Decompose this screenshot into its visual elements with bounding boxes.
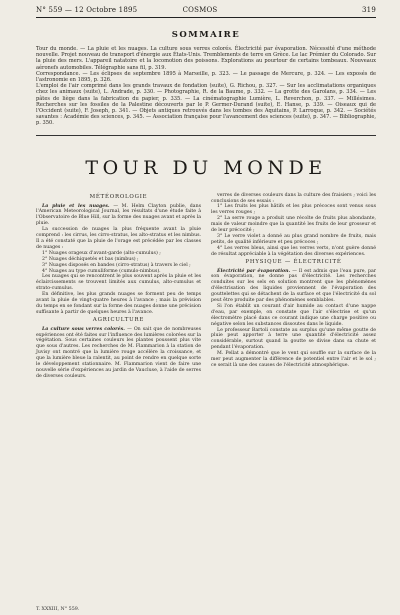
paragraph: 2° Nuages déchiquetés et bas (nimbus) ; [42, 256, 139, 262]
paragraph: M. Pellat a démontré que le vent qui souffle sur la surface de la mer peut augmenter la différence de potentiel entre l'air et le sol ; ce serait là une des causes de l'électricité atmosphérique. [211, 351, 376, 369]
sommaire-body [36, 46, 376, 127]
sommaire-line: Tour du monde. — La pluie et les nuages. La culture sous verres colorés. Électricité par évaporation. Nécessité d'une méthode nouvelle. Projet nouveau de transport d'énergie aux États-Unis. Tremblements de terre en Grèce. Le lac Prémier du Colorado. Sur la pluie des mers. L'appareil natatoire et la locomotion des poissons. Explorations au pourtour de certains tombeaux. Nouveaux aéronefs automobiles. Télégraphie sans fil, p. 319. [36, 46, 376, 71]
paragraph-lead: La pluie et les nuages. [42, 203, 114, 209]
paragraph: La culture sous verres colorés. — On sait que de nombreuses expériences ont été faites sur l'influence des lumières colorées sur la végétation. Sous certaines couleurs les plantes poussent plus vite que sous d'autres. Les recherches de M. Flammarion à la station de Juvisy ont montré que la lumière rouge accélère la croissance, et que la lumière bleue la ralentit, au point de rendre en quelque sorte le développement stationnaire. M. Flammarion vient de faire une nouvelle série d'expériences au jardin de Vaucluse, à l'aide de serres de diverses couleurs. [36, 326, 201, 379]
section-heading: PHYSIQUE — ÉLECTRICITÉ [245, 258, 342, 265]
sommaire-line: L'emploi de l'air comprimé dans les grands travaux de fondation (suite), G. Richou, p. 327. — Sur les acclimatations organiques chez les animaux (suite), L. Andrade, p. 330. — Photographie, R. de la Baume, p. 332. — La grotte des Garolans, p. 334. — Les pâtes de liège dans la fabrication du papier, p. 335. — La cinématographie Lumière, L. Reverchon, p. 337. — Millésimes. Recherches sur les fossiles de la Palestine découverts par le P. Germer-Durand (suite), E. Hanse, p. 339. — Oiseaux qui de l'Occident (suite), F. Joseph, p. 341. — Objets antiques retrouvés dans les tombes des Aquitains, P. Larroque, p. 342. — Sociétés savantes : Académie des sciences, p. 345. — Association française pour l'avancement des sciences (suite), p. 347. — Bibliographie, p. 350. [36, 83, 376, 127]
header-rule [36, 17, 376, 18]
paragraph: 2° La serre rouge a produit une récolte de fruits plus abondante, mais de valeur moindre que la quantité les fruits de leur grosseur et de leur précocité ; [211, 216, 376, 234]
left-column [36, 193, 201, 380]
paragraph: 1° Les fruits les plus hâtifs et les plus précoces sont venus sous les verres rouges ; [211, 204, 376, 216]
paragraph: verres de diverses couleurs dans la culture des fraisiers ; voici les conclusions de ses essais : [211, 192, 376, 204]
paragraph: La pluie et les nuages. — M. Helm Clayton publie, dans l'American Meteorological Journal, les résultats d'une étude faite à l'Observatoire de Blue Hill, sur la forme des nuages avant et après la pluie. [36, 203, 201, 227]
paragraph: 4° Nuages au type cumuliforme (cumulo-nimbus). [42, 268, 161, 274]
article-columns [36, 193, 376, 380]
right-column [211, 193, 376, 380]
page-number: 319 [362, 6, 376, 14]
paragraph: Si l'on établit un courant d'air humide au contact d'une nappe d'eau, par exemple, on constate que l'air s'électrise et qu'un électromètre placé dans ce courant indique une charge positive ou négative selon les substances dissoutes dans le liquide. [211, 303, 376, 327]
paragraph-lead: La culture sous verres colorés. [42, 326, 128, 332]
paragraph: Les nuages qui se rencontrent le plus souvent après la pluie et les éclaircissements se trouvent limités aux cumulus, alto-cumulus et strato-cumulus. [36, 274, 201, 292]
section-heading: MÉTÉOROLOGIE [89, 193, 148, 200]
issue-info: N° 559 — 12 Octobre 1895 [36, 6, 138, 14]
page-footer: T. XXXIII, N° 559. [36, 607, 80, 612]
paragraph: La succession de nuages la plus fréquente avant la pluie comprend : les cirrus, les cirro-stratus, les alto-stratus et les nimbus. Il a été constaté que la pluie de l'orage est précédée par les classes de nuages : [36, 227, 201, 250]
paragraph-lead: Électricité par évaporation. [217, 268, 293, 274]
sommaire-rule [36, 135, 376, 136]
paragraph: 3° Le verre violet a donné au plus grand nombre de fruits, mais petits, de qualité inférieure et peu précoces ; [211, 233, 376, 245]
paragraph: Le professeur Bartoli constate au surplus qu'une même goutte de pluie peut apporter à terre une quantité d'électricité assez considérable, surtout quand la goutte se divise dans sa chute et pendant l'évaporation. [211, 327, 376, 351]
sommaire-heading: SOMMAIRE [171, 30, 241, 40]
journal-name: COSMOS [182, 6, 218, 14]
paragraph: Électricité par évaporation. — Il est admis que l'eau pure, par son évaporation, ne donne pas d'électricité. Les recherches conduites sur les sels en solution montrent que les phénomènes d'électrisation des liquides proviennent de l'évaporation des gouttelettes qui se détachent de la surface et que l'électricité du sol peut être produite par des phénomènes semblables. [211, 268, 376, 304]
paragraph: 3° Nuages disposés en bandes (cirro-stratus) à travers le ciel ; [42, 262, 191, 268]
section-heading: AGRICULTURE [92, 316, 145, 323]
paragraph: En définitive, les plus grands nuages se forment peu de temps avant la pluie de vingt-quatre heures à l'avance ; mais la prévision du temps en se fondant sur la forme des nuages donne une précision suffisante à partir de quelques heures à l'avance. [36, 292, 201, 315]
paragraph: 1° Nuages orageux d'avant-garde (alto-cumulus) ; [42, 250, 161, 256]
running-header [36, 6, 376, 14]
article-title: TOUR DU MONDE [85, 156, 327, 179]
paragraph: 4° Les verres bleus, ainsi que les verres verts, n'ont guère donné de résultat appréciable à la végétation des diverses expériences. [211, 245, 376, 257]
sommaire-line: Correspondance. — Les éclipses de septembre 1895 à Marseille, p. 323. — Le passage de Mercure, p. 324. — Les exposés de l'astronomie en 1895, p. 326. [36, 70, 376, 84]
